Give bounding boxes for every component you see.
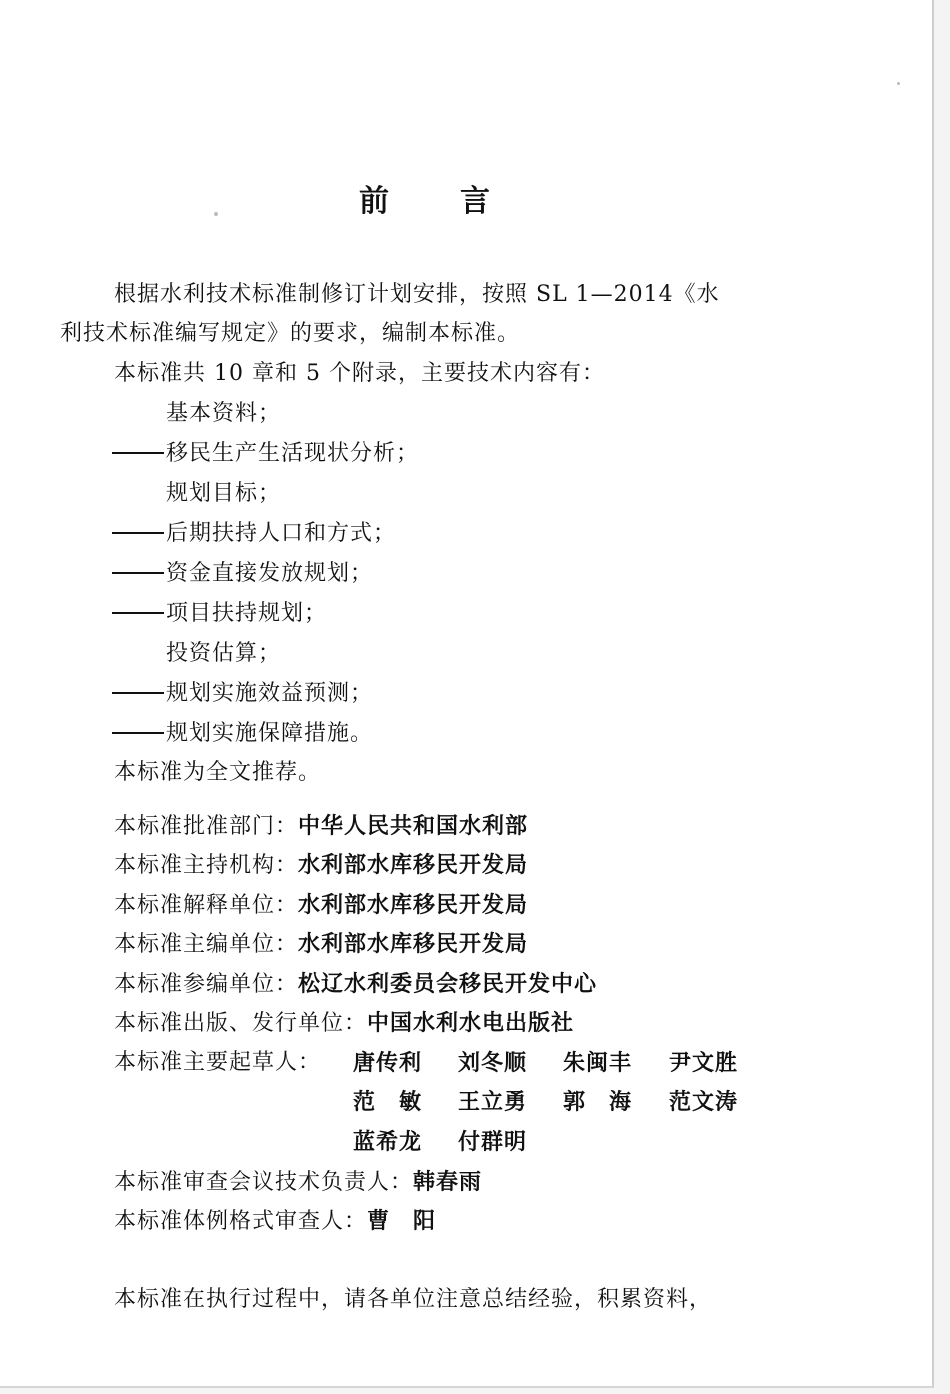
- scan-speck: [214, 212, 218, 216]
- dash-marker: [112, 612, 164, 614]
- intro-line-2: 利技术标准编写规定》的要求，编制本标准。: [60, 321, 521, 346]
- drafters-label: 本标准主要起草人：: [114, 1050, 322, 1075]
- interpret-line: 本标准解释单位：水利部水库移民开发局: [114, 892, 529, 918]
- dash-marker: [112, 532, 164, 534]
- list-item: 移民生产生活现状分析；: [112, 441, 419, 467]
- intro-line-3: 本标准共 10 章和 5 个附录，主要技术内容有：: [114, 361, 605, 386]
- drafter-name: 蓝希龙: [353, 1129, 423, 1155]
- review-format-line: 本标准体例格式审查人：曹 阳: [114, 1208, 437, 1234]
- list-item: 项目扶持规划；: [112, 601, 327, 627]
- list-item: 规划实施效益预测；: [112, 681, 373, 707]
- publisher-line: 本标准出版、发行单位：中国水利水电出版社: [114, 1010, 575, 1036]
- approval-line: 本标准批准部门：中华人民共和国水利部: [114, 813, 529, 839]
- drafter-name: 尹文胜: [669, 1050, 739, 1076]
- intro-line-1: 根据水利技术标准制修订计划安排，按照 SL 1—2014《水: [114, 282, 720, 307]
- list-item: 基本资料；: [166, 401, 282, 426]
- drafter-name: 王立勇: [458, 1089, 528, 1115]
- coeditor-line: 本标准参编单位：松辽水利委员会移民开发中心: [114, 971, 598, 997]
- closing-line: 本标准在执行过程中，请各单位注意总结经验，积累资料，: [114, 1287, 713, 1312]
- list-item: 后期扶持人口和方式；: [112, 521, 396, 547]
- dash-marker: [112, 452, 164, 454]
- recommendation-line: 本标准为全文推荐。: [114, 760, 322, 785]
- drafter-name: 朱闽丰: [563, 1050, 633, 1076]
- drafter-name: 刘冬顺: [458, 1050, 528, 1076]
- drafter-name: 范 敏: [353, 1089, 423, 1115]
- scan-speck: [897, 82, 900, 85]
- list-item: 规划实施保障措施。: [112, 721, 373, 747]
- dash-marker: [112, 572, 164, 574]
- drafter-name: 唐传利: [353, 1050, 423, 1076]
- dash-marker: [112, 692, 164, 694]
- review-tech-line: 本标准审查会议技术负责人：韩春雨: [114, 1169, 483, 1195]
- dash-marker: [112, 732, 164, 734]
- list-item: 规划目标；: [166, 481, 282, 506]
- drafter-name: 付群明: [458, 1129, 528, 1155]
- list-item: 资金直接发放规划；: [112, 561, 373, 587]
- drafter-name: 郭 海: [563, 1089, 633, 1115]
- host-line: 本标准主持机构：水利部水库移民开发局: [114, 852, 529, 878]
- drafter-name: 范文涛: [669, 1089, 739, 1115]
- page-title: 前 言: [359, 184, 491, 219]
- editor-line: 本标准主编单位：水利部水库移民开发局: [114, 931, 529, 957]
- list-item: 投资估算；: [166, 641, 282, 666]
